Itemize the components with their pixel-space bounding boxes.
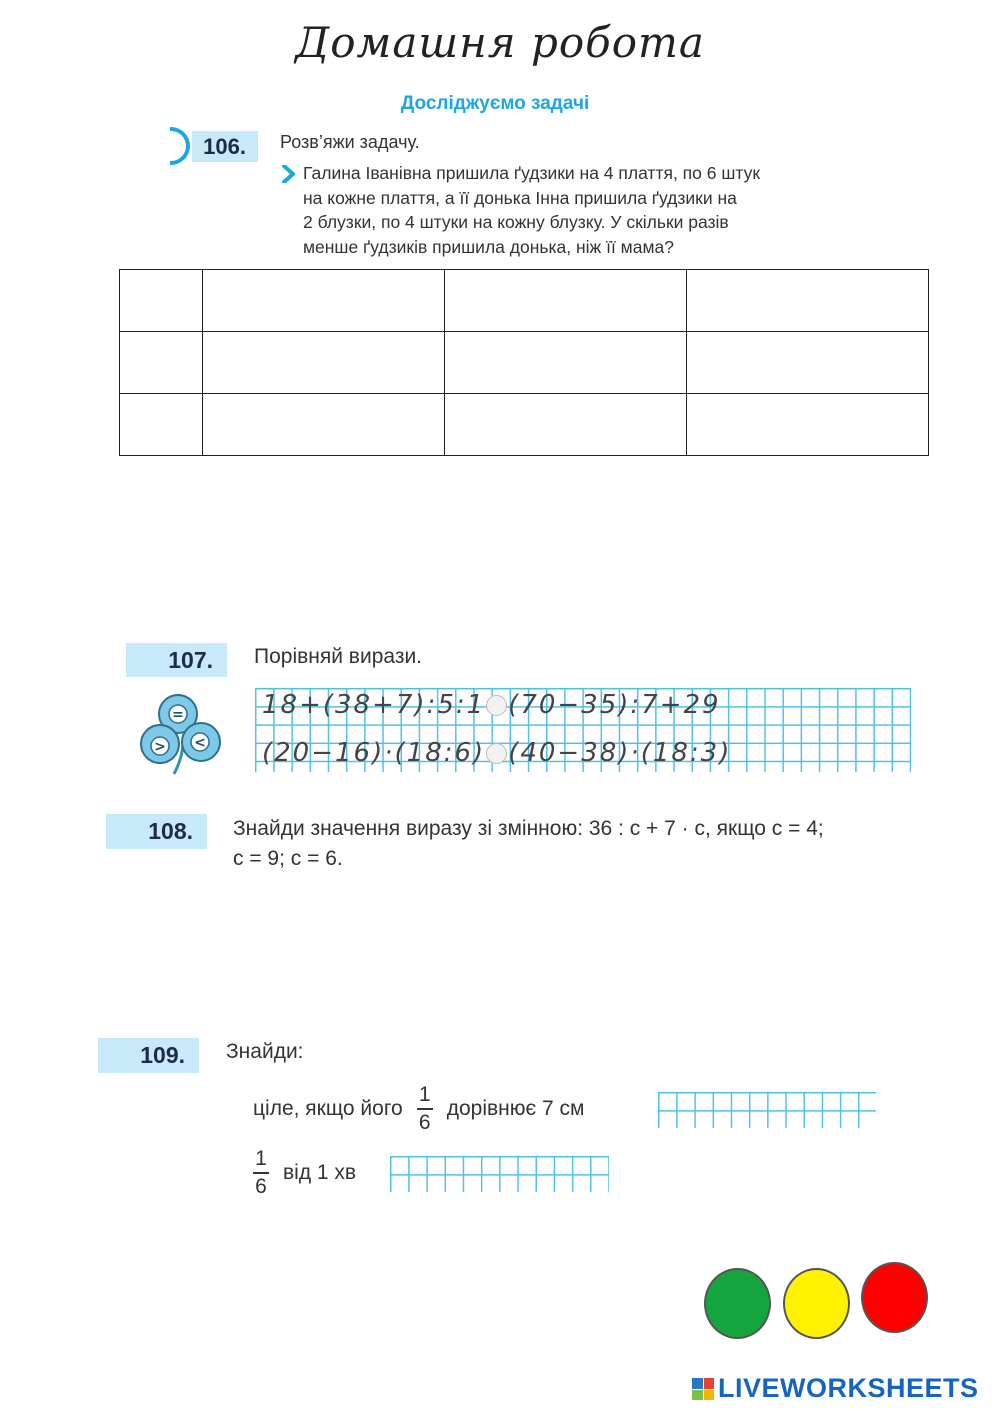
task-106-line-3: 2 блузки, по 4 штуки на кожну блузку. У скільки разів <box>303 212 729 232</box>
table-cell[interactable] <box>445 394 687 456</box>
brand-name: LIVEWORKSHEETS <box>718 1373 979 1403</box>
row-2-suffix: від 1 хв <box>283 1160 357 1184</box>
row-1-suffix: дорівнює 7 см <box>446 1096 585 1120</box>
task-108-line-1: Знайди значення виразу зі змінною: 36 : c + 7 · c, якщо c = 4; <box>233 817 824 840</box>
fraction-numerator: 1 <box>255 1147 267 1170</box>
task-106-answer-table <box>119 269 929 456</box>
section-subtitle: Досліджуємо задачі <box>400 93 590 114</box>
task-106-line-2: на кожне плаття, а її донька Інна пришила ґудзики на <box>303 187 737 208</box>
table-cell[interactable] <box>687 332 929 394</box>
clover-symbol-equal: = <box>172 707 184 723</box>
fraction-one-sixth-2 <box>253 1146 269 1200</box>
table-cell[interactable] <box>203 270 445 332</box>
table-cell[interactable] <box>203 394 445 456</box>
clover-symbol-less: < <box>194 735 206 751</box>
task-109-heading: Знайди: <box>226 1040 304 1063</box>
yellow-circle-button[interactable] <box>783 1268 850 1339</box>
brand-logo-icon <box>692 1378 714 1400</box>
page-title: Домашня робота <box>295 18 705 67</box>
compare-slot-1[interactable] <box>486 695 507 716</box>
task-106-marker <box>170 127 190 165</box>
task-108-line-2: c = 9; c = 6. <box>233 847 343 870</box>
task-107-heading: Порівняй вирази. <box>254 645 423 668</box>
row-2-right-expression: (40−38)·(18:3) <box>508 738 732 768</box>
green-circle-button[interactable] <box>704 1268 771 1339</box>
task-109-answer-grid-1[interactable] <box>658 1092 876 1128</box>
task-109-row-2 <box>253 1146 356 1200</box>
row-1-left-expression: 18+(38+7):5:1 <box>262 690 486 720</box>
row-1-prefix: ціле, якщо його <box>253 1096 403 1120</box>
task-106-text <box>303 161 823 259</box>
red-circle-button[interactable] <box>861 1262 928 1333</box>
row-1-right-expression: (70−35):7+29 <box>508 690 721 720</box>
table-row <box>120 270 929 332</box>
clover-icon <box>138 692 228 778</box>
table-cell[interactable] <box>687 394 929 456</box>
table-cell[interactable] <box>687 270 929 332</box>
table-cell[interactable] <box>203 332 445 394</box>
task-109-answer-grid-2[interactable] <box>390 1156 609 1192</box>
row-2-left-expression: (20−16)·(18:6) <box>262 738 486 768</box>
table-cell[interactable] <box>445 332 687 394</box>
task-106-line-1: Галина Іванівна пришила ґудзики на 4 плаття, по 6 штук <box>303 163 760 183</box>
task-109-number: 109. <box>98 1038 199 1073</box>
fraction-denominator: 6 <box>418 1110 431 1134</box>
fraction-numerator: 1 <box>418 1083 431 1106</box>
table-cell[interactable] <box>120 270 203 332</box>
task-107-row-2 <box>262 738 731 768</box>
task-109-row-1 <box>253 1082 585 1136</box>
compare-slot-2[interactable] <box>486 743 507 764</box>
table-cell[interactable] <box>120 332 203 394</box>
table-row <box>120 332 929 394</box>
task-107-number: 107. <box>126 643 227 677</box>
task-106-number: 106. <box>192 131 258 162</box>
table-cell[interactable] <box>445 270 687 332</box>
task-106-heading: Розв’яжи задачу. <box>280 132 420 152</box>
task-106-line-4: менше ґудзиків пришила донька, ніж її мама? <box>303 236 674 257</box>
task-107-row-1 <box>262 690 721 720</box>
task-108-number: 108. <box>106 814 207 849</box>
table-row <box>120 394 929 456</box>
chevron-right-icon <box>282 165 296 183</box>
table-cell[interactable] <box>120 394 203 456</box>
fraction-denominator: 6 <box>255 1174 267 1198</box>
clover-symbol-greater: > <box>154 739 166 755</box>
fraction-one-sixth <box>417 1082 433 1136</box>
